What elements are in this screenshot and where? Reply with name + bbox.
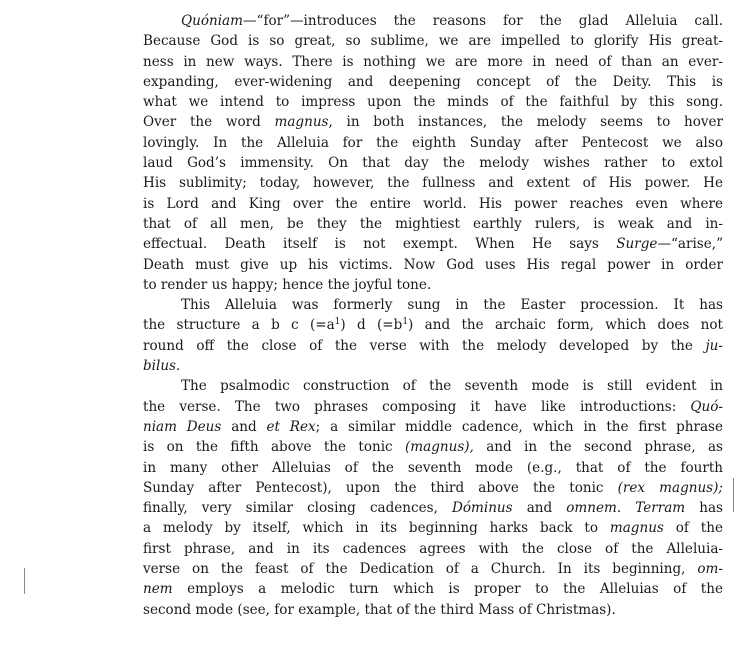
text-line	[143, 52, 723, 72]
italic-text: Surge	[616, 236, 658, 253]
text-line	[143, 376, 723, 396]
text-line	[143, 417, 723, 437]
text-run: and	[221, 418, 267, 435]
italic-text: et Rex	[266, 418, 316, 435]
text-run: first phrase, and in its cadences agrees with the close of the Alleluia-	[143, 540, 723, 557]
text-line	[143, 539, 723, 559]
paragraph	[143, 11, 723, 295]
text-run: employs a melodic turn which is proper to the Alleluias of the	[172, 581, 723, 598]
text-run: ) and the archaic form, which does not	[408, 317, 723, 334]
text-line	[143, 234, 723, 254]
text-run: finally, very similar closing cadences,	[143, 500, 452, 517]
text-run: ) d (=b	[340, 317, 403, 334]
text-run: ness in new ways. There is nothing we are more in need of than an ever-	[143, 53, 723, 70]
italic-text: Dóminus	[452, 500, 513, 517]
text-line	[143, 275, 723, 295]
text-run: and in the second phrase, as	[473, 439, 723, 456]
text-run: expanding, ever-widening and deepening concept of the Deity. This is	[143, 73, 723, 90]
text-line	[143, 214, 723, 234]
italic-text: bilus.	[143, 358, 181, 375]
superscript: 1	[334, 317, 341, 328]
text-page	[143, 11, 723, 620]
italic-text: ju-	[705, 337, 723, 354]
italic-text: Quóniam	[181, 13, 243, 29]
text-run: is on the fifth above the tonic	[143, 439, 405, 456]
text-line	[143, 255, 723, 275]
text-run: what we intend to impress upon the minds of the faithful by this song.	[143, 94, 723, 111]
text-run: to render us happy; hence the joyful tone.	[143, 276, 432, 293]
text-run: ; a similar middle cadence, which in the first phrase	[315, 418, 724, 435]
text-line	[143, 295, 723, 315]
text-line	[143, 518, 723, 538]
text-line	[143, 498, 723, 518]
margin-rule-mark	[733, 478, 734, 512]
text-run: has	[685, 500, 724, 517]
text-run: is Lord and King over the entire world. His power reaches even where	[143, 195, 723, 212]
text-line	[143, 579, 723, 599]
text-run: a melody by itself, which in its beginning harks back to	[143, 520, 610, 537]
text-line	[143, 72, 723, 92]
text-run: Because God is so great, so sublime, we are impelled to glorify His great-	[143, 33, 723, 50]
text-run: , in both instances, the melody seems to hover	[328, 114, 723, 131]
paragraph	[143, 295, 723, 376]
text-run: and	[512, 500, 567, 517]
paragraph	[143, 376, 723, 620]
text-line	[143, 600, 723, 620]
text-run: in many other Alleluias of the seventh mode (e.g., that of the fourth	[143, 459, 723, 476]
text-line	[143, 31, 723, 51]
italic-text: nem	[143, 581, 173, 598]
text-run: the structure a b c (=a	[143, 317, 335, 334]
italic-text: om-	[697, 561, 723, 578]
text-run: that of all men, be they the mightiest earthly rulers, is weak and in-	[143, 215, 723, 232]
italic-text: (rex magnus);	[617, 479, 723, 496]
text-line	[143, 194, 723, 214]
text-run: the verse. The two phrases composing it have like introductions:	[143, 398, 691, 415]
superscript: 1	[402, 317, 409, 328]
text-run: —“for”—introduces the reasons for the glad Alleluia call.	[242, 13, 723, 29]
text-run: His sublimity; today, however, the fullness and extent of His power. He	[143, 175, 723, 192]
italic-text: magnus	[274, 114, 329, 131]
text-run: effectual. Death itself is not exempt. When He says	[143, 236, 617, 253]
text-line	[143, 559, 723, 579]
text-run: The psalmodic construction of the seventh mode is still evident in	[181, 378, 723, 395]
text-line	[143, 315, 723, 335]
text-run: lovingly. In the Alleluia for the eighth Sunday after Pentecost we also	[143, 134, 723, 151]
text-run: This Alleluia was formerly sung in the Easter procession. It has	[181, 297, 723, 314]
italic-text: magnus	[609, 520, 664, 537]
text-run: Over the word	[143, 114, 275, 131]
text-line	[143, 478, 723, 498]
text-run: Sunday after Pentecost), upon the third above the tonic	[143, 479, 618, 496]
italic-text: niam Deus	[143, 418, 222, 435]
italic-text: (magnus),	[404, 439, 474, 456]
text-line	[143, 153, 723, 173]
text-run: verse on the feast of the Dedication of a Church. In its beginning,	[143, 561, 698, 578]
text-line	[143, 437, 723, 457]
text-line	[143, 336, 723, 356]
text-run: —“arise,”	[657, 236, 723, 253]
text-line	[143, 458, 723, 478]
text-line	[143, 356, 723, 376]
text-run: round off the close of the verse with the melody developed by the	[143, 337, 706, 354]
text-run: of the	[663, 520, 723, 537]
text-run: Death must give up his victims. Now God uses His regal power in order	[143, 256, 723, 273]
text-line	[143, 133, 723, 153]
text-line	[143, 112, 723, 132]
text-run: laud God’s immensity. On that day the melody wishes rather to extol	[143, 155, 723, 172]
text-run: second mode (see, for example, that of the third Mass of Christmas).	[143, 601, 616, 618]
text-line	[143, 397, 723, 417]
italic-text: omnem. Terram	[566, 500, 686, 517]
text-line	[143, 11, 723, 31]
text-line	[143, 92, 723, 112]
italic-text: Quó-	[690, 398, 723, 415]
margin-rule-mark	[24, 568, 25, 594]
text-line	[143, 173, 723, 193]
